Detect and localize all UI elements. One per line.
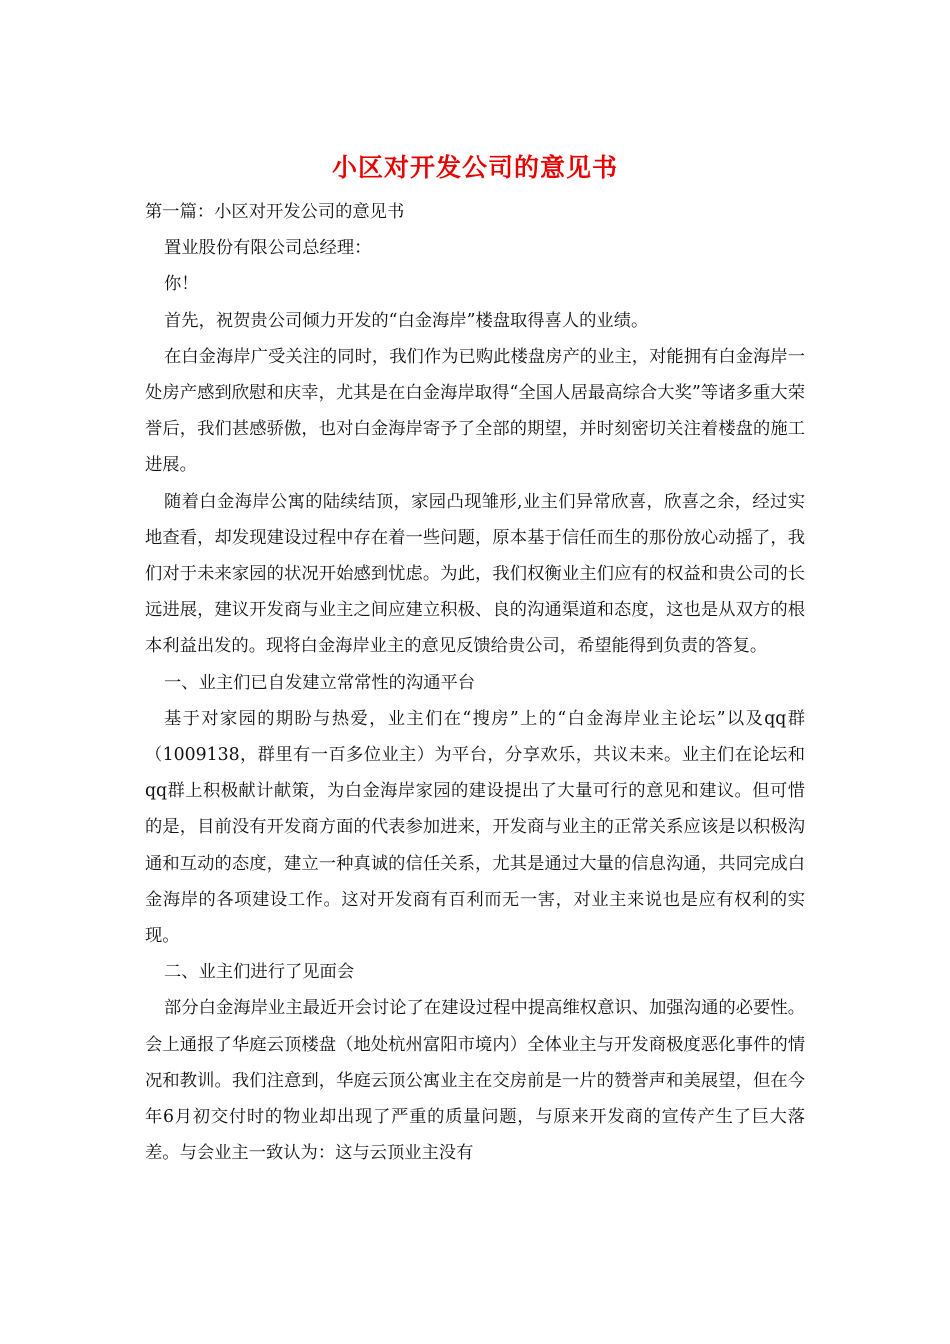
body-paragraph: 在白金海岸广受关注的同时，我们作为已购此楼盘房产的业主，对能拥有白金海岸一处房产感到欣慰和庆幸，尤其是在白金海岸取得“全国人居最高综合大奖”等诸多重大荣誉后，我们甚感骄傲，也对白金海岸寄予了全部的期望，并时刻密切关注着楼盘的施工进展。 [145, 346, 805, 476]
document-title: 小区对开发公司的意见书 [331, 153, 618, 182]
salutation-greeting: 你！ [164, 274, 199, 295]
body-paragraph: 基于对家园的期盼与热爱，业主们在“搜房”上的“白金海岸业主论坛”以及qq群（1009138，群里有一百多位业主）为平台，分享欢乐，共议未来。业主们在论坛和qq群上积极献计献策，为白金海岸家园的建设提出了大量可行的意见和建议。但可惜的是，目前没有开发商方面的代表参加进来，开发商与业主的正常关系应该是以积极沟通和互动的态度，建立一种真诚的信任关系，尤其是通过大量的信息沟通，共同完成白金海岸的各项建设工作。这对开发商有百利而无一害，对业主来说也是应有权利的实现。 [145, 708, 805, 947]
body-paragraph: 随着白金海岸公寓的陆续结顶，家园凸现雏形,业主们异常欣喜，欣喜之余，经过实地查看，却发现建设过程中存在着一些问题，原本基于信任而生的那份放心动摇了，我们对于未来家园的状况开始感到忧虑。为此，我们权衡业主们应有的权益和贵公司的长远进展，建议开发商与业主之间应建立积极、良的沟通渠道和态度，这也是从双方的根本利益出发的。现将白金海岸业主的意见反馈给贵公司，希望能得到负责的答复。 [145, 491, 805, 657]
salutation-recipient: 置业股份有限公司总经理： [164, 238, 372, 259]
body-paragraph: 首先，祝贺贵公司倾力开发的“白金海岸”楼盘取得喜人的业绩。 [164, 310, 649, 331]
body-paragraph: 部分白金海岸业主最近开会讨论了在建设过程中提高维权意识、加强沟通的必要性。会上通报了华庭云顶楼盘（地处杭州富阳市境内）全体业主与开发商极度恶化事件的情况和教训。我们注意到，华庭云顶公寓业主在交房前是一片的赞誉声和美展望，但在今年6月初交付时的物业却出现了严重的质量问题，与原来开发商的宣传产生了巨大落差。与会业主一致认为：这与云顶业主没有 [145, 998, 805, 1164]
document-body [145, 194, 805, 1171]
subsection-heading: 一、业主们已自发建立常常性的沟通平台 [164, 672, 476, 693]
section-heading: 第一篇：小区对开发公司的意见书 [145, 202, 405, 222]
subsection-heading: 二、业主们进行了见面会 [164, 962, 355, 983]
